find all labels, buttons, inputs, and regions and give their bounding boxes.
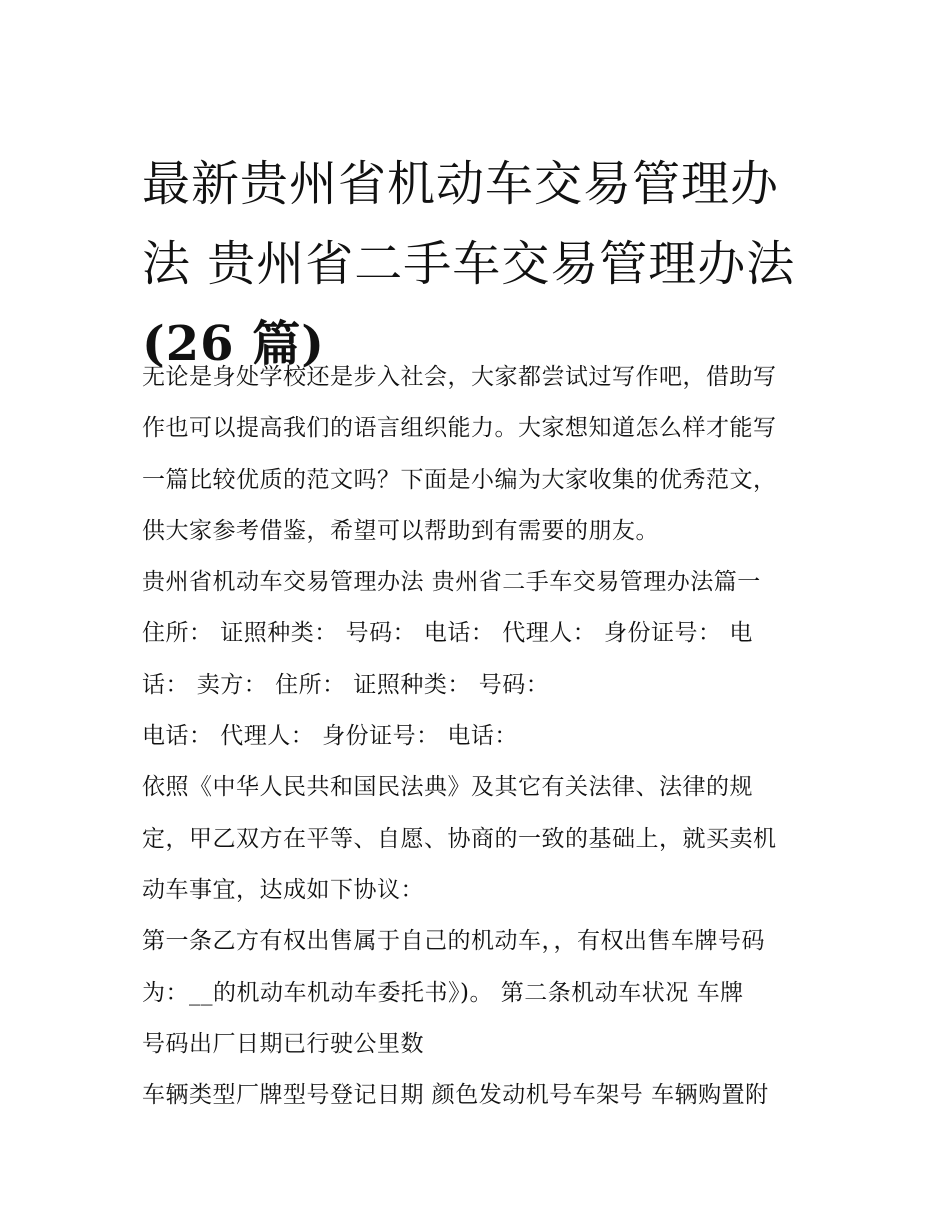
body-line: 第一条乙方有权出售属于自己的机动车，，有权出售车牌号码: [142, 928, 765, 955]
title-line: (26 篇): [142, 316, 325, 373]
body-line: 住所： 证照种类： 号码： 电话： 代理人： 身份证号： 电: [142, 620, 753, 647]
section-heading: 贵州省机动车交易管理办法 贵州省二手车交易管理办法篇一: [142, 569, 761, 596]
title-line: 最新贵州省机动车交易管理办: [142, 156, 780, 213]
body-line: 动车事宜，达成如下协议：: [142, 876, 424, 903]
body-line: 号码出厂日期已行驶公里数: [142, 1030, 424, 1057]
body-line: 依照《中华人民共和国民法典》及其它有关法律、法律的规: [142, 774, 753, 801]
body-line: 电话： 代理人： 身份证号： 电话：: [142, 723, 518, 750]
body-line: 定，甲乙双方在平等、自愿、协商的一致的基础上，就买卖机: [142, 825, 777, 852]
body-line: 无论是身处学校还是步入社会，大家都尝试过写作吧，借助写: [142, 364, 777, 390]
document-title: [142, 144, 822, 384]
body-line: 车辆类型厂牌型号登记日期 颜色发动机号车架号 车辆购置附: [142, 1082, 769, 1109]
document-body: [142, 352, 822, 1121]
body-line: 一篇比较优质的范文吗？下面是小编为大家收集的优秀范文，: [142, 466, 777, 493]
body-line: 话： 卖方： 住所： 证照种类： 号码：: [142, 671, 550, 698]
body-line: 作也可以提高我们的语言组织能力。大家想知道怎么样才能写: [142, 415, 777, 442]
body-line: 供大家参考借鉴，希望可以帮助到有需要的朋友。: [142, 517, 659, 544]
body-line: 为：__的机动车机动车委托书》)。 第二条机动车状况 车牌: [142, 979, 744, 1006]
title-line: 法 贵州省二手车交易管理办法: [142, 236, 796, 293]
